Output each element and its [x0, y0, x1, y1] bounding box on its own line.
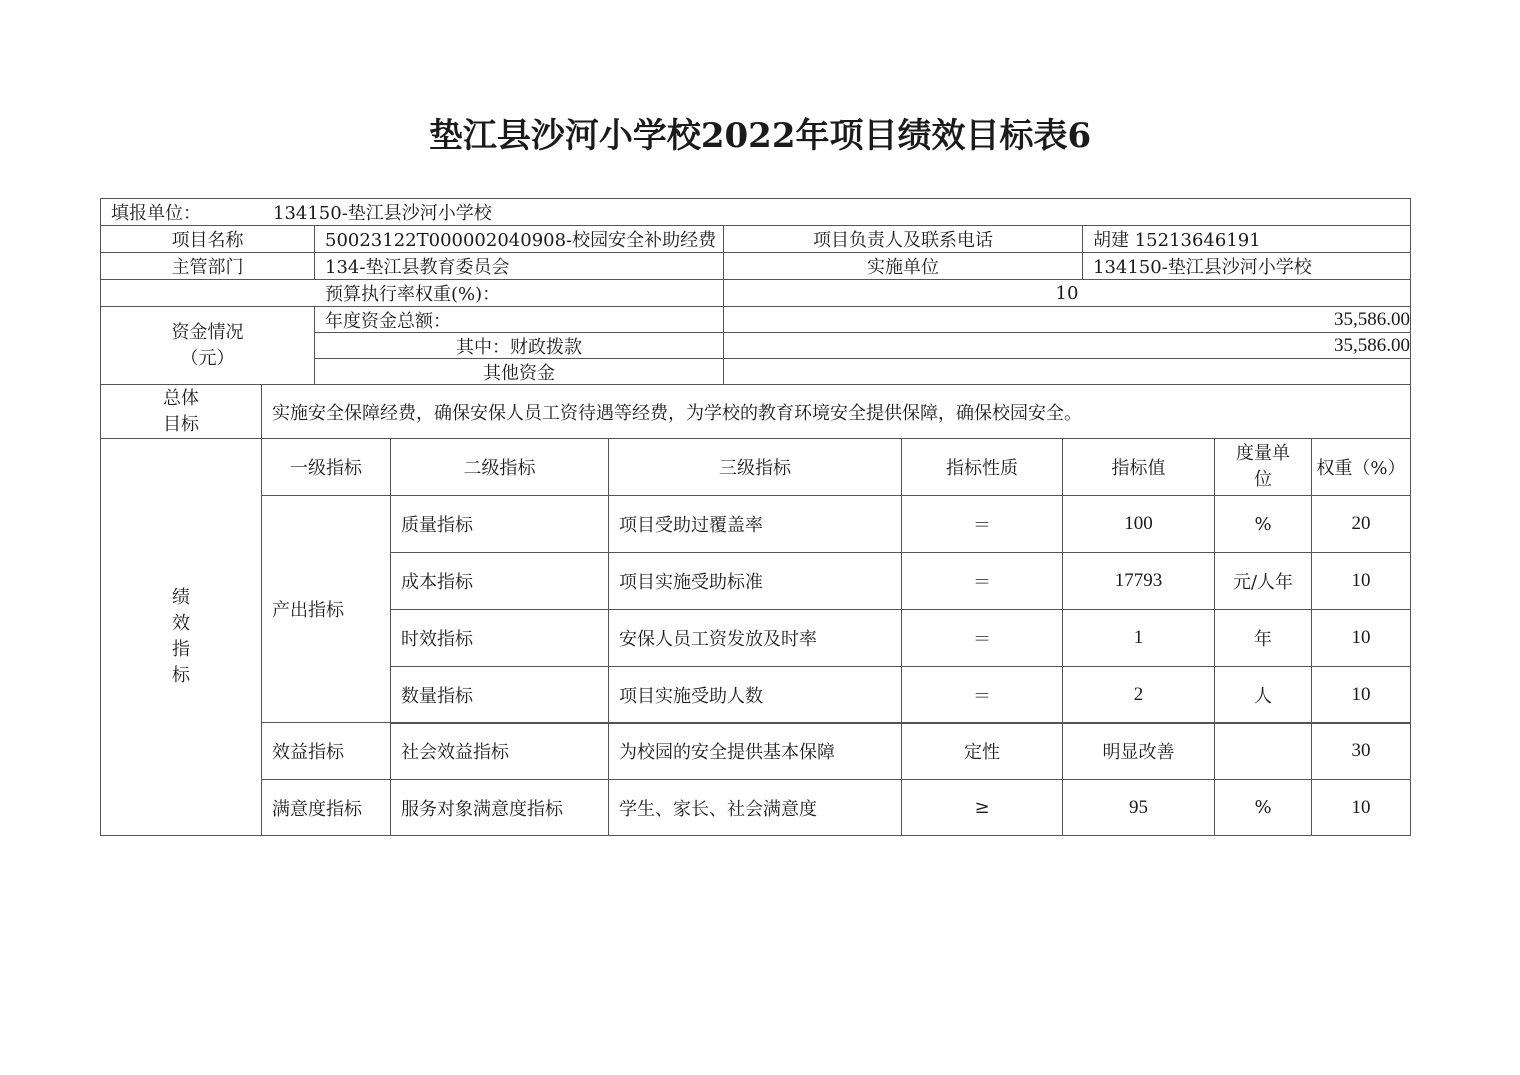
goal-label: [100, 384, 262, 439]
funds-other-label: 其他资金: [314, 358, 724, 385]
table-cell-nature: ＝: [901, 609, 1063, 667]
perf-label-char: 指: [172, 639, 190, 660]
table-cell-level3: 为校园的安全提供基本保障: [608, 722, 902, 780]
perf-label-char: 标: [172, 665, 190, 686]
funds-fiscal-label: 其中：财政拨款: [314, 332, 724, 359]
table-cell-weight: 10: [1311, 609, 1411, 667]
col-unit-line1: 度量单: [1236, 443, 1290, 464]
funds-label-line2: （元）: [180, 347, 235, 369]
col-unit: [1214, 438, 1312, 496]
budget-weight-label: 预算执行率权重(%)：: [325, 284, 501, 305]
table-cell-unit: 人: [1214, 666, 1312, 724]
goal-text: 实施安全保障经费，确保安保人员工资待遇等经费，为学校的教育环境安全提供保障，确保校园安全。: [261, 384, 1411, 439]
table-cell-nature: 定性: [901, 722, 1063, 780]
dept-value: 134-垫江县教育委员会: [314, 252, 724, 280]
funds-total-value: 35,586.00: [723, 306, 1411, 333]
impl-value: 134150-垫江县沙河小学校: [1082, 252, 1411, 280]
col-weight: 权重（%）: [1311, 438, 1411, 496]
col-value: 指标值: [1062, 438, 1215, 496]
budget-weight-value: 10: [723, 279, 1411, 307]
satisfaction-level1: 满意度指标: [261, 779, 391, 836]
table-cell-nature: ＝: [901, 552, 1063, 610]
col-level1: 一级指标: [261, 438, 391, 496]
table-cell-weight: 20: [1311, 495, 1411, 553]
goal-label-line2: 目标: [163, 413, 199, 435]
contact-label: 项目负责人及联系电话: [723, 225, 1083, 253]
output-group-label: 产出指标: [261, 495, 391, 723]
col-level2: 二级指标: [390, 438, 609, 496]
table-cell-level2: 质量指标: [390, 495, 609, 553]
col-unit-line2: 位: [1254, 469, 1272, 490]
table-cell-unit: 元/人年: [1214, 552, 1312, 610]
table-cell-value: 明显改善: [1062, 722, 1215, 780]
table-cell-value: 1: [1062, 609, 1215, 667]
page-title: 垫江县沙河小学校2022年项目绩效目标表6: [428, 116, 1092, 156]
table-cell-unit: %: [1214, 779, 1312, 836]
impl-label: 实施单位: [723, 252, 1083, 280]
table-cell-weight: 10: [1311, 779, 1411, 836]
fill-unit-label: 填报单位：: [111, 203, 201, 224]
fill-unit-value: 134150-垫江县沙河小学校: [273, 203, 492, 224]
table-cell-level3: 项目受助过覆盖率: [608, 495, 902, 553]
budget-weight-label-cell: [100, 279, 724, 307]
perf-label: [100, 438, 262, 836]
table-cell-level2: 时效指标: [390, 609, 609, 667]
table-cell-nature: ＝: [901, 666, 1063, 724]
table-cell-level2: 成本指标: [390, 552, 609, 610]
table-cell-level3: 学生、家长、社会满意度: [608, 779, 902, 836]
perf-label-char: 效: [172, 613, 190, 634]
col-nature: 指标性质: [901, 438, 1063, 496]
table-cell-value: 17793: [1062, 552, 1215, 610]
contact-value: 胡建 15213646191: [1082, 225, 1411, 253]
table-cell-weight: 10: [1311, 666, 1411, 724]
project-name-value: 50023122T000002040908-校园安全补助经费: [314, 225, 724, 253]
table-cell-unit: %: [1214, 495, 1312, 553]
table-cell-weight: 30: [1311, 722, 1411, 780]
table-cell-level2: 服务对象满意度指标: [390, 779, 609, 836]
table-cell-level3: 安保人员工资发放及时率: [608, 609, 902, 667]
goal-label-line1: 总体: [163, 387, 199, 409]
table-cell-unit: 年: [1214, 609, 1312, 667]
funds-other-value: [723, 358, 1411, 385]
table-cell-value: 95: [1062, 779, 1215, 836]
table-cell-nature: ≥: [901, 779, 1063, 836]
table-cell-level2: 社会效益指标: [390, 722, 609, 780]
table-cell-value: 2: [1062, 666, 1215, 724]
funds-fiscal-value: 35,586.00: [723, 332, 1411, 359]
table-cell-nature: ＝: [901, 495, 1063, 553]
funds-total-label: 年度资金总额：: [314, 306, 724, 333]
table-cell-level3: 项目实施受助人数: [608, 666, 902, 724]
funds-label-line1: 资金情况: [171, 321, 244, 343]
table-cell-value: 100: [1062, 495, 1215, 553]
perf-label-char: 绩: [172, 587, 190, 608]
fill-unit-row: [100, 198, 1411, 226]
benefit-level1: 效益指标: [261, 722, 391, 780]
table-cell-level3: 项目实施受助标准: [608, 552, 902, 610]
table-cell-weight: 10: [1311, 552, 1411, 610]
table-cell-unit: [1214, 722, 1312, 780]
col-level3: 三级指标: [608, 438, 902, 496]
table-cell-level2: 数量指标: [390, 666, 609, 724]
project-name-label: 项目名称: [100, 225, 315, 253]
funds-label: [100, 306, 315, 385]
dept-label: 主管部门: [100, 252, 315, 280]
